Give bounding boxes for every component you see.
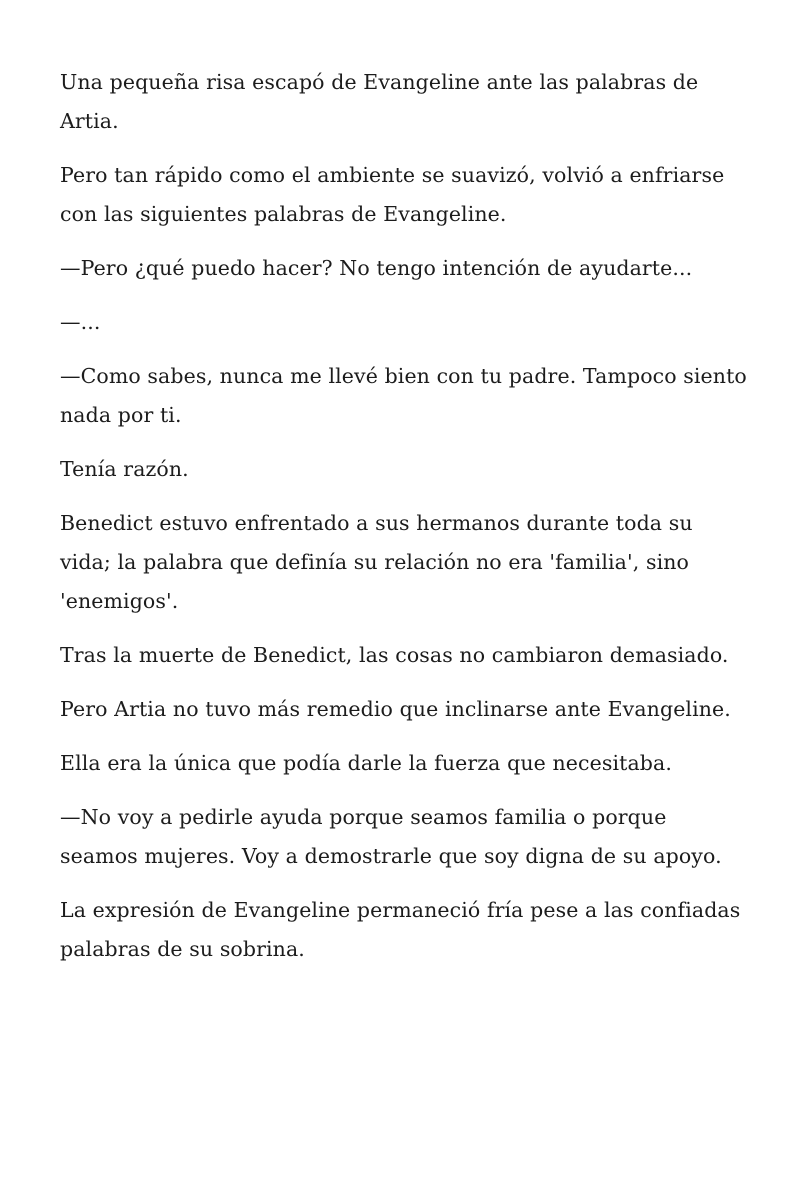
paragraph: Una pequeña risa escapó de Evangeline ante las palabras de Artia. (60, 70, 699, 133)
paragraph: Tras la muerte de Benedict, las cosas no cambiaron demasiado. (60, 643, 729, 667)
paragraph: Benedict estuvo enfrentado a sus hermanos durante toda su vida; la palabra que definía su relación no era 'familia', sino 'enemigos'. (60, 511, 693, 613)
paragraph: —... (60, 310, 101, 334)
reader-page (60, 63, 750, 984)
paragraph: Pero Artia no tuvo más remedio que inclinarse ante Evangeline. (60, 697, 731, 721)
paragraph: Ella era la única que podía darle la fuerza que necesitaba. (60, 751, 672, 775)
paragraph: Tenía razón. (60, 457, 189, 481)
paragraph: —Como sabes, nunca me llevé bien con tu padre. Tampoco siento nada por ti. (60, 364, 747, 427)
paragraph: La expresión de Evangeline permaneció fría pese a las confiadas palabras de su sobrina. (60, 898, 741, 961)
paragraph: —No voy a pedirle ayuda porque seamos familia o porque seamos mujeres. Voy a demostrarle que soy digna de su apoyo. (60, 805, 722, 868)
paragraph: Pero tan rápido como el ambiente se suavizó, volvió a enfriarse con las siguientes palabras de Evangeline. (60, 163, 725, 226)
paragraph: —Pero ¿qué puedo hacer? No tengo intención de ayudarte... (60, 256, 693, 280)
